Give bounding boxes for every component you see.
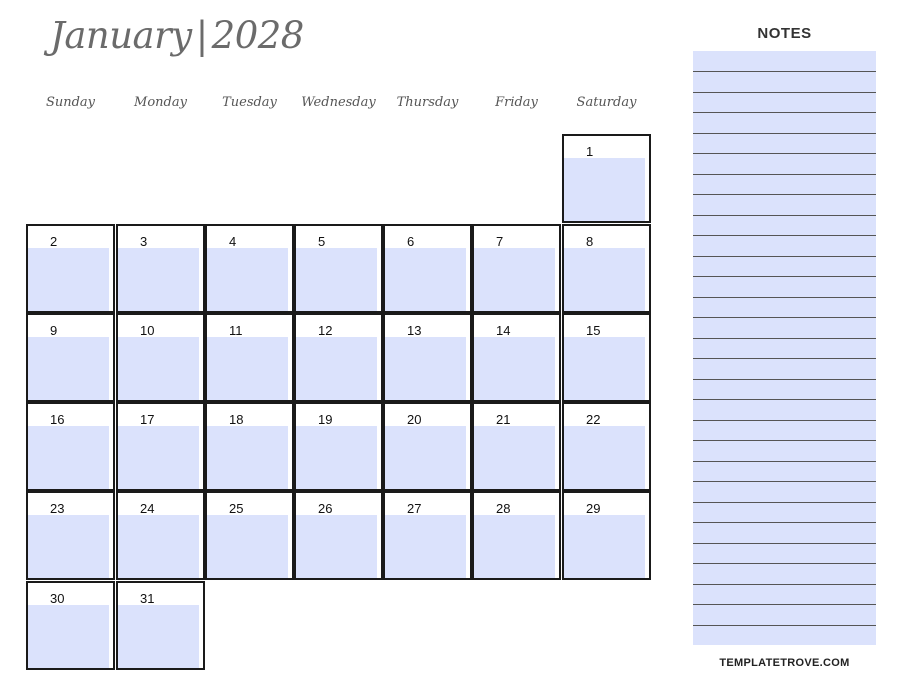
day-cell-fill bbox=[564, 248, 645, 311]
notes-line bbox=[693, 338, 876, 339]
day-cell[interactable] bbox=[205, 313, 294, 402]
day-cell[interactable] bbox=[472, 491, 561, 580]
day-cell[interactable] bbox=[205, 402, 294, 491]
day-number: 22 bbox=[586, 412, 601, 427]
day-cell-fill bbox=[564, 426, 645, 489]
notes-line bbox=[693, 522, 876, 523]
day-cell[interactable] bbox=[562, 491, 651, 580]
day-cell-fill bbox=[564, 515, 645, 578]
day-cell-fill bbox=[564, 158, 645, 221]
day-number: 3 bbox=[140, 234, 148, 249]
day-number: 8 bbox=[586, 234, 594, 249]
notes-line bbox=[693, 420, 876, 421]
day-cell[interactable] bbox=[116, 402, 205, 491]
day-cell-fill bbox=[296, 337, 377, 400]
day-cell-fill bbox=[28, 337, 109, 400]
day-number: 19 bbox=[318, 412, 333, 427]
notes-line bbox=[693, 543, 876, 544]
day-number: 6 bbox=[407, 234, 415, 249]
day-cell[interactable] bbox=[26, 491, 115, 580]
notes-line bbox=[693, 276, 876, 277]
notes-line bbox=[693, 399, 876, 400]
day-number: 5 bbox=[318, 234, 326, 249]
notes-line bbox=[693, 481, 876, 482]
day-cell-fill bbox=[118, 515, 199, 578]
day-number: 28 bbox=[496, 501, 511, 516]
day-number: 30 bbox=[50, 591, 65, 606]
notes-line bbox=[693, 584, 876, 585]
notes-line bbox=[693, 112, 876, 113]
day-cell[interactable] bbox=[294, 491, 383, 580]
day-cell-fill bbox=[118, 426, 199, 489]
day-cell-fill bbox=[474, 515, 555, 578]
day-cell[interactable] bbox=[383, 491, 472, 580]
day-cell-fill bbox=[118, 605, 199, 668]
notes-line bbox=[693, 297, 876, 298]
day-cell[interactable] bbox=[472, 313, 561, 402]
day-number: 20 bbox=[407, 412, 422, 427]
notes-line bbox=[693, 317, 876, 318]
notes-line bbox=[693, 174, 876, 175]
footer-brand: TEMPLATETROVE.COM bbox=[719, 657, 850, 669]
day-cell-fill bbox=[564, 337, 645, 400]
weekday-monday: Monday bbox=[134, 95, 187, 110]
day-cell-fill bbox=[28, 605, 109, 668]
day-number: 26 bbox=[318, 501, 333, 516]
notes-line bbox=[693, 604, 876, 605]
notes-line bbox=[693, 358, 876, 359]
day-cell[interactable] bbox=[205, 491, 294, 580]
weekday-sunday: Sunday bbox=[45, 95, 96, 110]
day-cell[interactable] bbox=[562, 134, 651, 223]
day-cell[interactable] bbox=[205, 224, 294, 313]
day-cell-fill bbox=[474, 337, 555, 400]
notes-line bbox=[693, 256, 876, 257]
day-number: 9 bbox=[50, 323, 58, 338]
day-cell-fill bbox=[207, 515, 288, 578]
notes-line bbox=[693, 92, 876, 93]
day-number: 10 bbox=[140, 323, 155, 338]
notes-line bbox=[693, 502, 876, 503]
weekday-friday: Friday bbox=[495, 95, 538, 110]
notes-line bbox=[693, 71, 876, 72]
day-cell[interactable] bbox=[26, 402, 115, 491]
notes-line bbox=[693, 153, 876, 154]
day-cell-fill bbox=[118, 337, 199, 400]
day-number: 21 bbox=[496, 412, 511, 427]
day-cell[interactable] bbox=[26, 581, 115, 670]
day-cell[interactable] bbox=[472, 224, 561, 313]
day-cell[interactable] bbox=[294, 402, 383, 491]
weekday-thursday: Thursday bbox=[396, 95, 459, 110]
day-cell-fill bbox=[474, 426, 555, 489]
day-cell[interactable] bbox=[383, 402, 472, 491]
weekday-wednesday: Wednesday bbox=[301, 95, 376, 110]
day-number: 12 bbox=[318, 323, 333, 338]
notes-line bbox=[693, 563, 876, 564]
day-cell-fill bbox=[28, 426, 109, 489]
day-cell[interactable] bbox=[472, 402, 561, 491]
day-number: 1 bbox=[586, 144, 594, 159]
day-cell[interactable] bbox=[26, 224, 115, 313]
day-number: 27 bbox=[407, 501, 422, 516]
notes-area[interactable] bbox=[693, 51, 876, 645]
day-number: 14 bbox=[496, 323, 511, 338]
day-number: 25 bbox=[229, 501, 244, 516]
year-label: 2028 bbox=[211, 14, 304, 57]
day-cell[interactable] bbox=[116, 491, 205, 580]
weekday-saturday: Saturday bbox=[576, 95, 637, 110]
day-number: 11 bbox=[229, 323, 243, 338]
day-number: 18 bbox=[229, 412, 244, 427]
day-cell-fill bbox=[385, 515, 466, 578]
day-number: 4 bbox=[229, 234, 237, 249]
day-cell[interactable] bbox=[294, 313, 383, 402]
day-number: 31 bbox=[140, 591, 155, 606]
day-cell-fill bbox=[385, 337, 466, 400]
day-cell[interactable] bbox=[562, 402, 651, 491]
day-number: 13 bbox=[407, 323, 422, 338]
day-cell-fill bbox=[207, 337, 288, 400]
day-cell-fill bbox=[296, 248, 377, 311]
day-number: 24 bbox=[140, 501, 155, 516]
title-separator: | bbox=[195, 14, 208, 57]
day-cell[interactable] bbox=[383, 313, 472, 402]
day-cell[interactable] bbox=[26, 313, 115, 402]
day-number: 17 bbox=[140, 412, 155, 427]
notes-line bbox=[693, 235, 876, 236]
day-cell-fill bbox=[207, 426, 288, 489]
day-cell-fill bbox=[385, 248, 466, 311]
notes-line bbox=[693, 215, 876, 216]
day-cell-fill bbox=[385, 426, 466, 489]
notes-line bbox=[693, 461, 876, 462]
day-cell[interactable] bbox=[562, 224, 651, 313]
day-number: 16 bbox=[50, 412, 65, 427]
notes-line bbox=[693, 440, 876, 441]
day-cell-fill bbox=[118, 248, 199, 311]
month-label: January bbox=[50, 14, 192, 57]
day-cell[interactable] bbox=[294, 224, 383, 313]
notes-line bbox=[693, 625, 876, 626]
day-cell[interactable] bbox=[116, 224, 205, 313]
day-cell[interactable] bbox=[116, 581, 205, 670]
day-number: 29 bbox=[586, 501, 601, 516]
day-cell-fill bbox=[207, 248, 288, 311]
notes-line bbox=[693, 133, 876, 134]
day-number: 7 bbox=[496, 234, 504, 249]
weekday-tuesday: Tuesday bbox=[222, 95, 277, 110]
day-number: 2 bbox=[50, 234, 58, 249]
page-title bbox=[50, 14, 304, 57]
notes-line bbox=[693, 379, 876, 380]
day-cell[interactable] bbox=[383, 224, 472, 313]
day-cell[interactable] bbox=[116, 313, 205, 402]
day-cell-fill bbox=[28, 248, 109, 311]
notes-line bbox=[693, 194, 876, 195]
day-number: 15 bbox=[586, 323, 601, 338]
day-cell-fill bbox=[28, 515, 109, 578]
day-cell[interactable] bbox=[562, 313, 651, 402]
day-cell-fill bbox=[474, 248, 555, 311]
day-cell-fill bbox=[296, 426, 377, 489]
day-cell-fill bbox=[296, 515, 377, 578]
notes-title: NOTES bbox=[757, 25, 812, 42]
day-number: 23 bbox=[50, 501, 65, 516]
